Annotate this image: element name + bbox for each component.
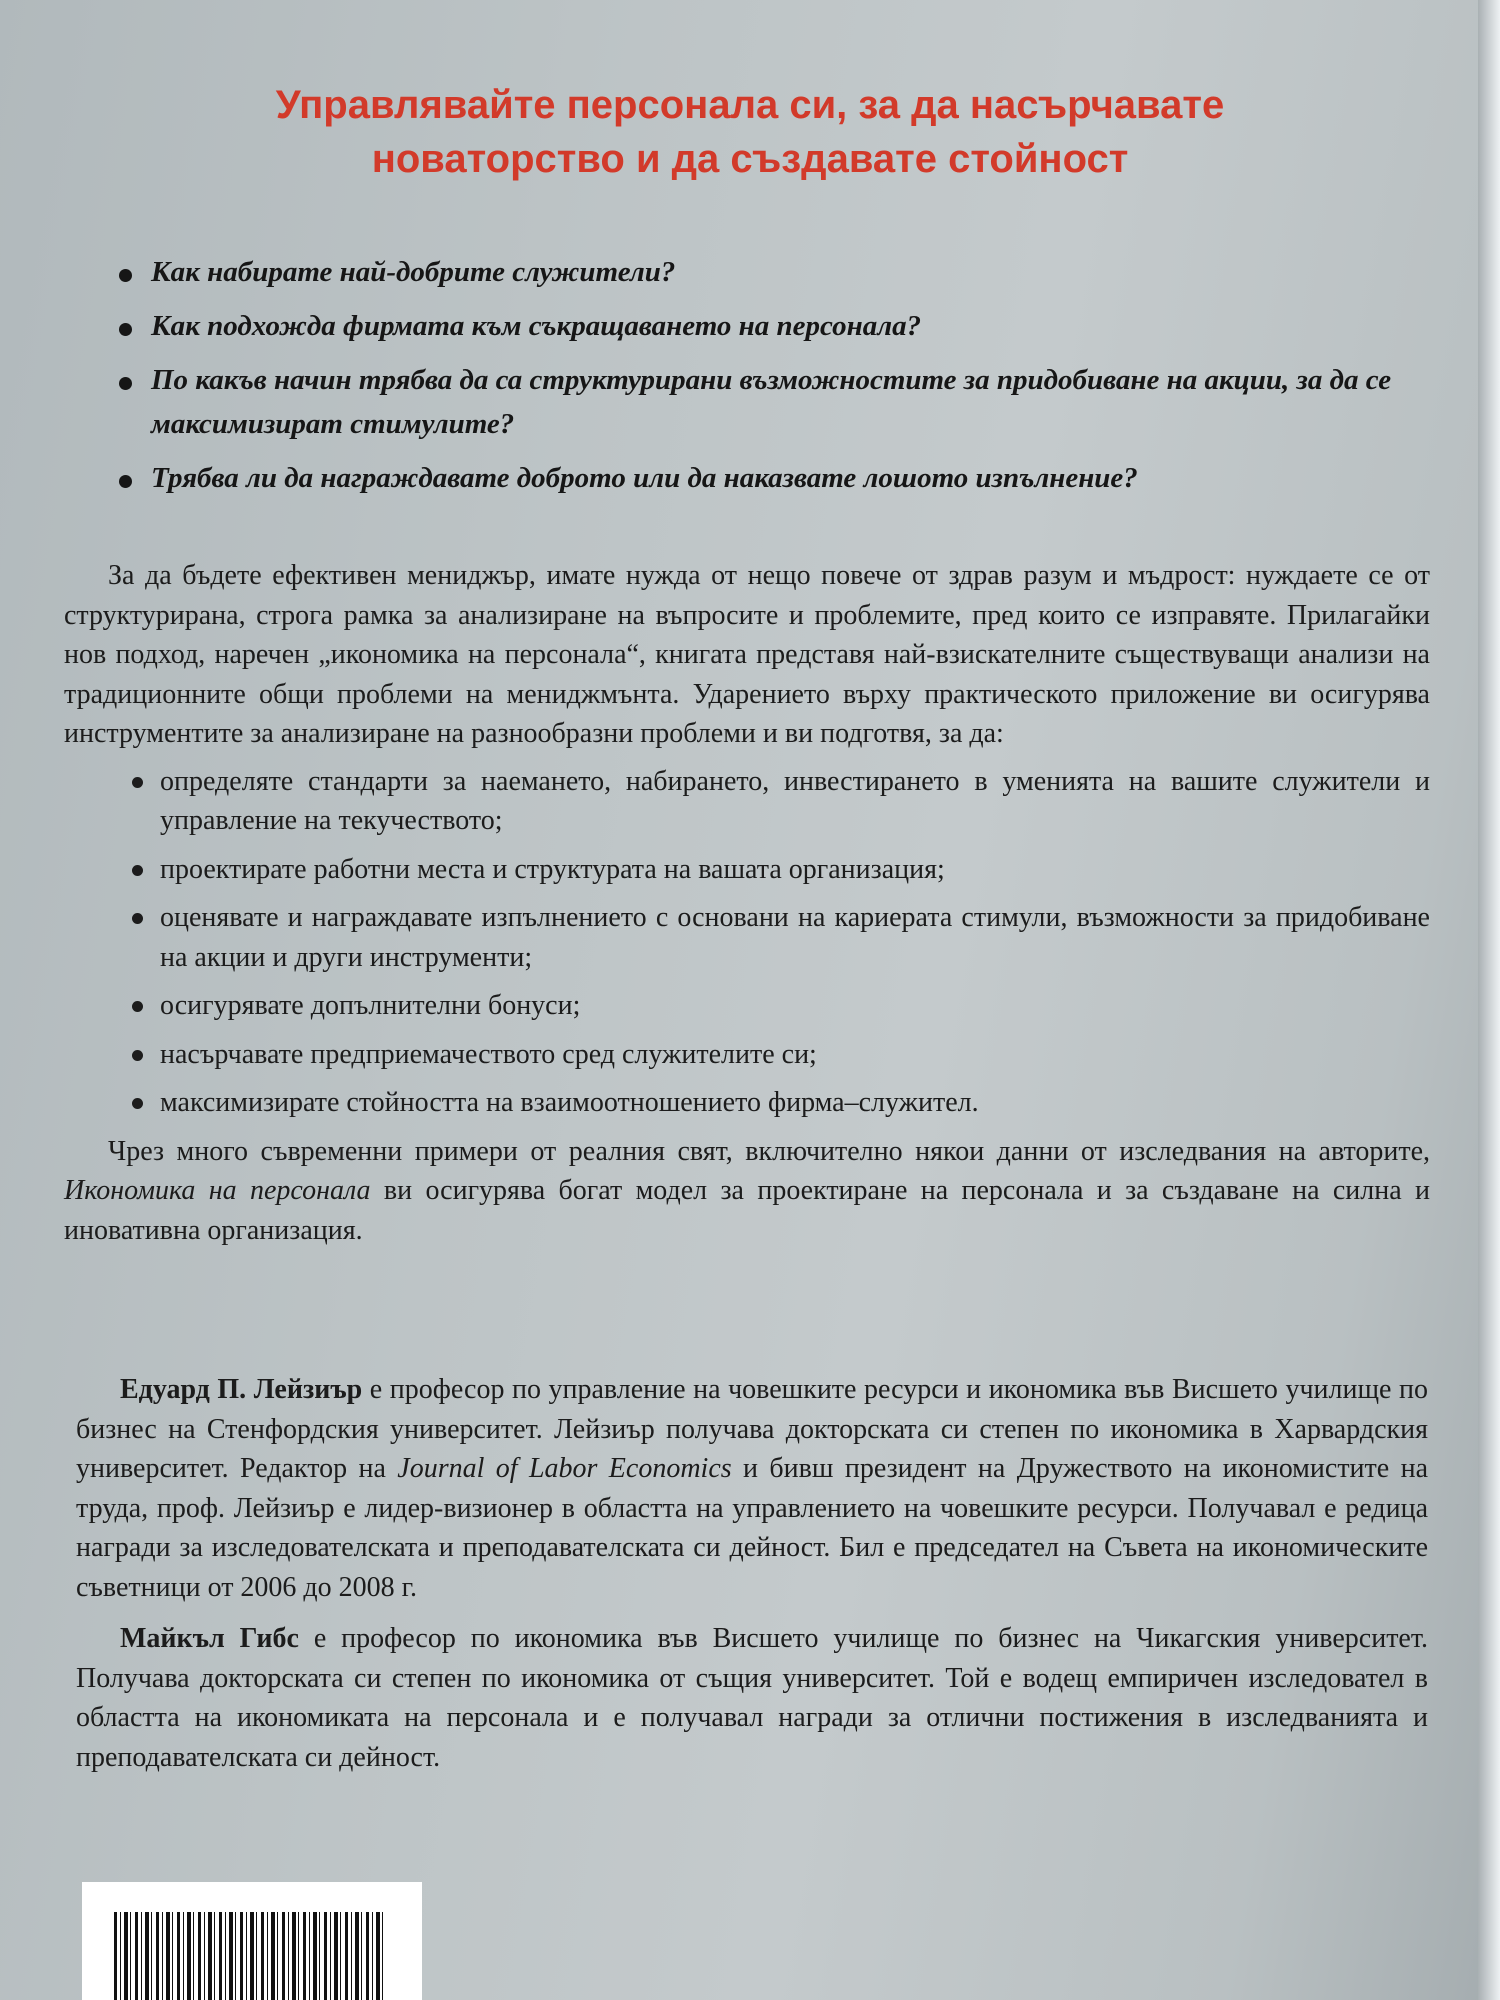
feature-item: определяте стандарти за наемането, набирането, инвестирането в уменията на вашите служители и управление на текучеството;	[132, 762, 1430, 841]
author-bios	[76, 1370, 1428, 1789]
question-item: По какъв начин трябва да са структурирани възможностите за придобиване на акции, за да се максимизират стимулите?	[115, 358, 1415, 446]
journal-title: Journal of Labor Economics	[397, 1453, 732, 1484]
closing-text-after: ви осигурява богат модел за проектиране на персонала и за създаване на силна и иновативна организация.	[64, 1175, 1430, 1246]
author-bio-text: е професор по икономика във Висшето училище по бизнес на Чикагския университет. Получава докторската си степен по икономика от същия университет. Той е водещ емпиричен изследовател в областта на икономиката на персонала и е получавал награди за отлични постижения в изследванията и преподавателската си дейност.	[76, 1623, 1428, 1773]
feature-item: проектирате работни места и структурата на вашата организация;	[132, 850, 1430, 890]
barcode-label	[82, 1882, 422, 2000]
headline-line-2: новаторство и да създавате стойност	[371, 137, 1129, 181]
author-bio-text: е професор по управление на човешките ресурси и икономика във Висшето училище по бизнес на Стенфордския университет. Лейзиър получава докторската си степен по икономика в Харвардския университет. Редактор на	[76, 1374, 1428, 1484]
feature-item: оценявате и награждавате изпълнението с основани на кариерата стимули, възможности за придобиване на акции и други инструменти;	[132, 898, 1430, 977]
closing-text-before: Чрез много съвременни примери от реалния свят, включително някои данни от изследвания на авторите,	[108, 1135, 1430, 1167]
description	[64, 556, 1430, 1250]
headline-line-1: Управлявайте персонала си, за да насърчавате	[275, 83, 1225, 127]
feature-item: насърчавате предприемачеството сред служителите си;	[132, 1035, 1430, 1075]
question-item: Как набирате най-добрите служители?	[115, 250, 1415, 294]
author-name: Едуард П. Лейзиър	[120, 1374, 363, 1405]
author-name: Майкъл Гибс	[120, 1623, 299, 1654]
feature-item: осигурявате допълнителни бонуси;	[132, 986, 1430, 1026]
question-list	[115, 250, 1415, 510]
intro-paragraph: За да бъдете ефективен мениджър, имате нужда от нещо повече от здрав разум и мъдрост: нуждаете се от структурирана, строга рамка за анализиране на въпросите и проблемите, пред които се изправяте. Прилагайки нов подход, наречен „икономика на персонала“, книгата представя най-взискателните съществуващи анализи на традиционните общи проблеми на мениджмънта. Ударението върху практическото приложение ви осигурява инструментите за анализиране на разнообразни проблеми и ви подготвя, за да:	[64, 560, 1430, 749]
author-bio-text: и бивш президент на Дружеството на икономистите на труда, проф. Лейзиър е лидер-визионер в областта на управлението на човешките ресурси. Получавал е редица награди за изследователската и преподавателската си дейност. Бил е председател на Съвета на икономическите съветници от 2006 до 2008 г.	[76, 1453, 1429, 1603]
feature-list	[132, 762, 1430, 1123]
page-edge	[1478, 0, 1500, 2000]
book-title: Икономика на персонала	[64, 1175, 371, 1206]
closing-paragraph	[64, 1132, 1430, 1251]
author-bio-lazear	[76, 1370, 1428, 1607]
question-item: Как подхожда фирмата към съкращаването на персонала?	[115, 304, 1415, 348]
question-item: Трябва ли да награждавате доброто или да наказвате лошото изпълнение?	[115, 456, 1415, 500]
barcode-icon	[114, 1912, 384, 2000]
author-bio-gibbs	[76, 1619, 1428, 1777]
headline	[120, 78, 1380, 186]
feature-item: максимизирате стойността на взаимоотношението фирма–служител.	[132, 1083, 1430, 1123]
